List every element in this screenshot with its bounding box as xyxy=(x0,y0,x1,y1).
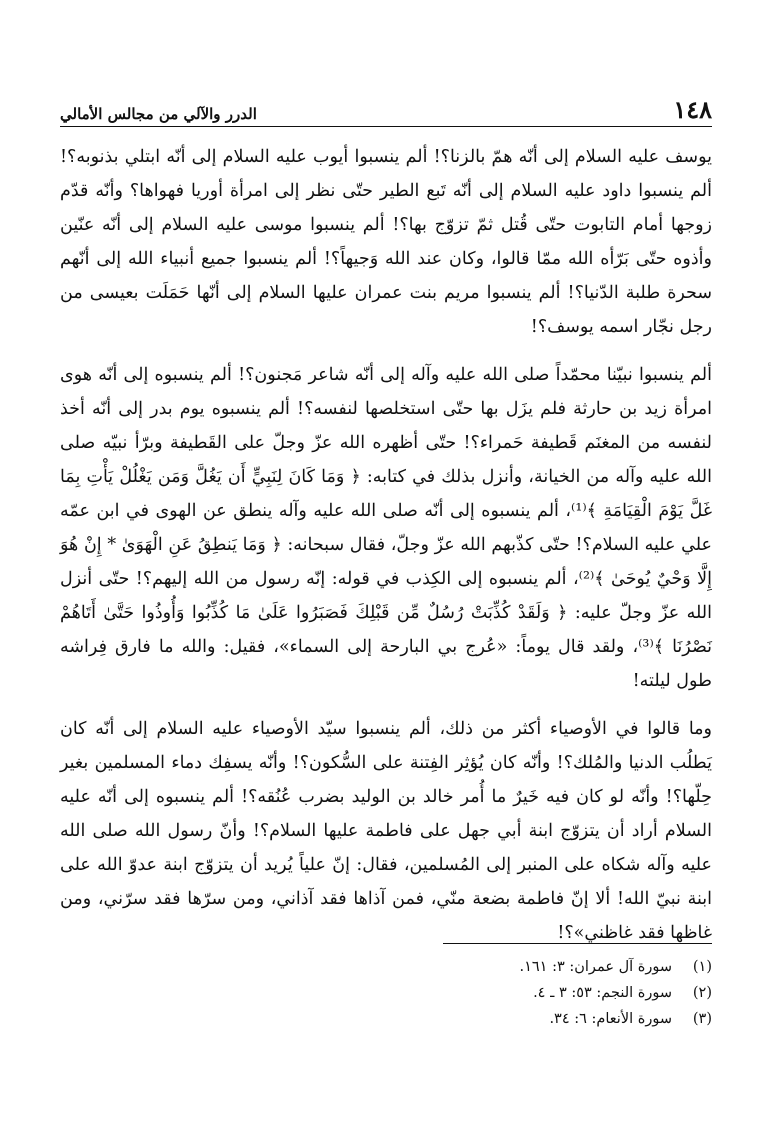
paragraph-2: ألم ينسبوا نبيّنا محمّداً صلى الله عليه وآله إلى أنّه شاعر مَجنون؟! ألم ينسبوه إلى أنّه هوى امرأة زيد بن حارثة فلم يزَل بها حتّى استخلصها لنفسه؟! ألم ينسبوه يوم بدر إلى أنّه أخذ لنفسه من المغنَم قَطيفة حَمراء؟! حتّى أظهره الله عزّ وجلّ على القَطيفة وبرّأ نبيّه صلى الله عليه وآله من الخيانة، وأنزل بذلك في كتابه: ﴿ وَمَا كَانَ لِنَبِيٍّ أَن يَغُلَّ وَمَن يَغْلُلْ يَأْتِ بِمَا غَلَّ يَوْمَ الْقِيَامَةِ ﴾⁽¹⁾، ألم ينسبوه إلى أنّه صلى الله عليه وآله ينطق عن الهوى في ابن عمّه علي عليه السلام؟! حتّى كذّبهم الله عزّ وجلّ، فقال سبحانه: ﴿ وَمَا يَنطِقُ عَنِ الْهَوَىٰ * إِنْ هُوَ إِلَّا وَحْيٌ يُوحَىٰ ﴾⁽²⁾، ألم ينسبوه إلى الكِذب في قوله: إنّه رسول من الله إليهم؟! حتّى أنزل الله عزّ وجلّ عليه: ﴿ وَلَقَدْ كُذِّبَتْ رُسُلٌ مِّن قَبْلِكَ فَصَبَرُوا عَلَىٰ مَا كُذِّبُوا وَأُوذُوا حَتَّىٰ أَتَاهُمْ نَصْرُنَا ﴾⁽³⁾، ولقد قال يوماً: «عُرج بي البارحة إلى السماء»، فقيل: والله ما فارق فِراشه طول ليلته! xyxy=(60,365,712,691)
footnote-number: (٣) xyxy=(692,1011,712,1027)
footnote-text: سورة آل عمران: ٣: ١٦١. xyxy=(519,959,672,975)
footnote-text: سورة النجم: ٥٣: ٣ ـ ٤. xyxy=(533,985,672,1001)
page-number: ١٤٨ xyxy=(673,95,712,124)
footnote-number: (٢) xyxy=(692,985,712,1001)
footnote-text: سورة الأنعام: ٦: ٣٤. xyxy=(549,1011,672,1027)
footnote-item xyxy=(360,980,712,1006)
header-rule xyxy=(60,126,712,127)
paragraph-3: وما قالوا في الأوصياء أكثر من ذلك، ألم ينسبوا سيّد الأوصياء عليه السلام إلى أنّه كان يَطلُب الدنيا والمُلك؟! وأنّه كان يُؤثِر الفِتنة على السُّكون؟! وأنّه يسفِك دماء المسلمين بغير حِلّها؟! وأنّه لو كان فيه خَيرٌ ما أُمر خالد بن الوليد بضرب عُنُقه؟! ألم ينسبوه إلى أنّه عليه السلام أراد أن يتزوّج ابنة أبي جهل على فاطمة عليها السلام؟! وأنّ رسول الله صلى الله عليه وآله شكاه على المنبر إلى المُسلمين، فقال: إنّ علياً يُريد أن يتزوّج ابنة عدوّ الله على ابنة نبيّ الله! ألا إنّ فاطمة بضعة منّي، فمن آذاها فقد آذاني، ومن سرّها فقد سرّني، ومن غاظها فقد غاظني»؟! xyxy=(60,719,712,943)
footnote-item xyxy=(360,954,712,980)
footnotes xyxy=(360,954,712,1032)
paragraph-1: يوسف عليه السلام إلى أنّه همّ بالزنا؟! ألم ينسبوا أيوب عليه السلام إلى أنّه ابتلي بذنوبه؟! ألم ينسبوا داود عليه السلام إلى أنّه تَبع الطير حتّى نظر إلى امرأة أوريا فهواها؟ وأنّه قدّم زوجها أمام التابوت حتّى قُتل ثمّ تزوّج بها؟! ألم ينسبوا موسى عليه السلام إلى أنّه عنّين وأذوه حتّى بَرّأه الله ممّا قالوا، وكان عند الله وَجيهاً؟! ألم ينسبوا جميع أنبياء الله إلى أنّهم سحرة طلبة الدّنيا؟! ألم ينسبوا مريم بنت عمران عليها السلام إلى أنّها حَمَلَت بعيسى من رجل نجّار اسمه يوسف؟! xyxy=(60,147,712,337)
footnote-number: (١) xyxy=(692,959,712,975)
footnote-rule xyxy=(443,943,712,944)
page-header xyxy=(60,88,712,122)
running-title: الدرر والآلي من مجالس الأمالي xyxy=(60,105,257,123)
main-text xyxy=(60,140,712,950)
footnote-item xyxy=(360,1006,712,1032)
